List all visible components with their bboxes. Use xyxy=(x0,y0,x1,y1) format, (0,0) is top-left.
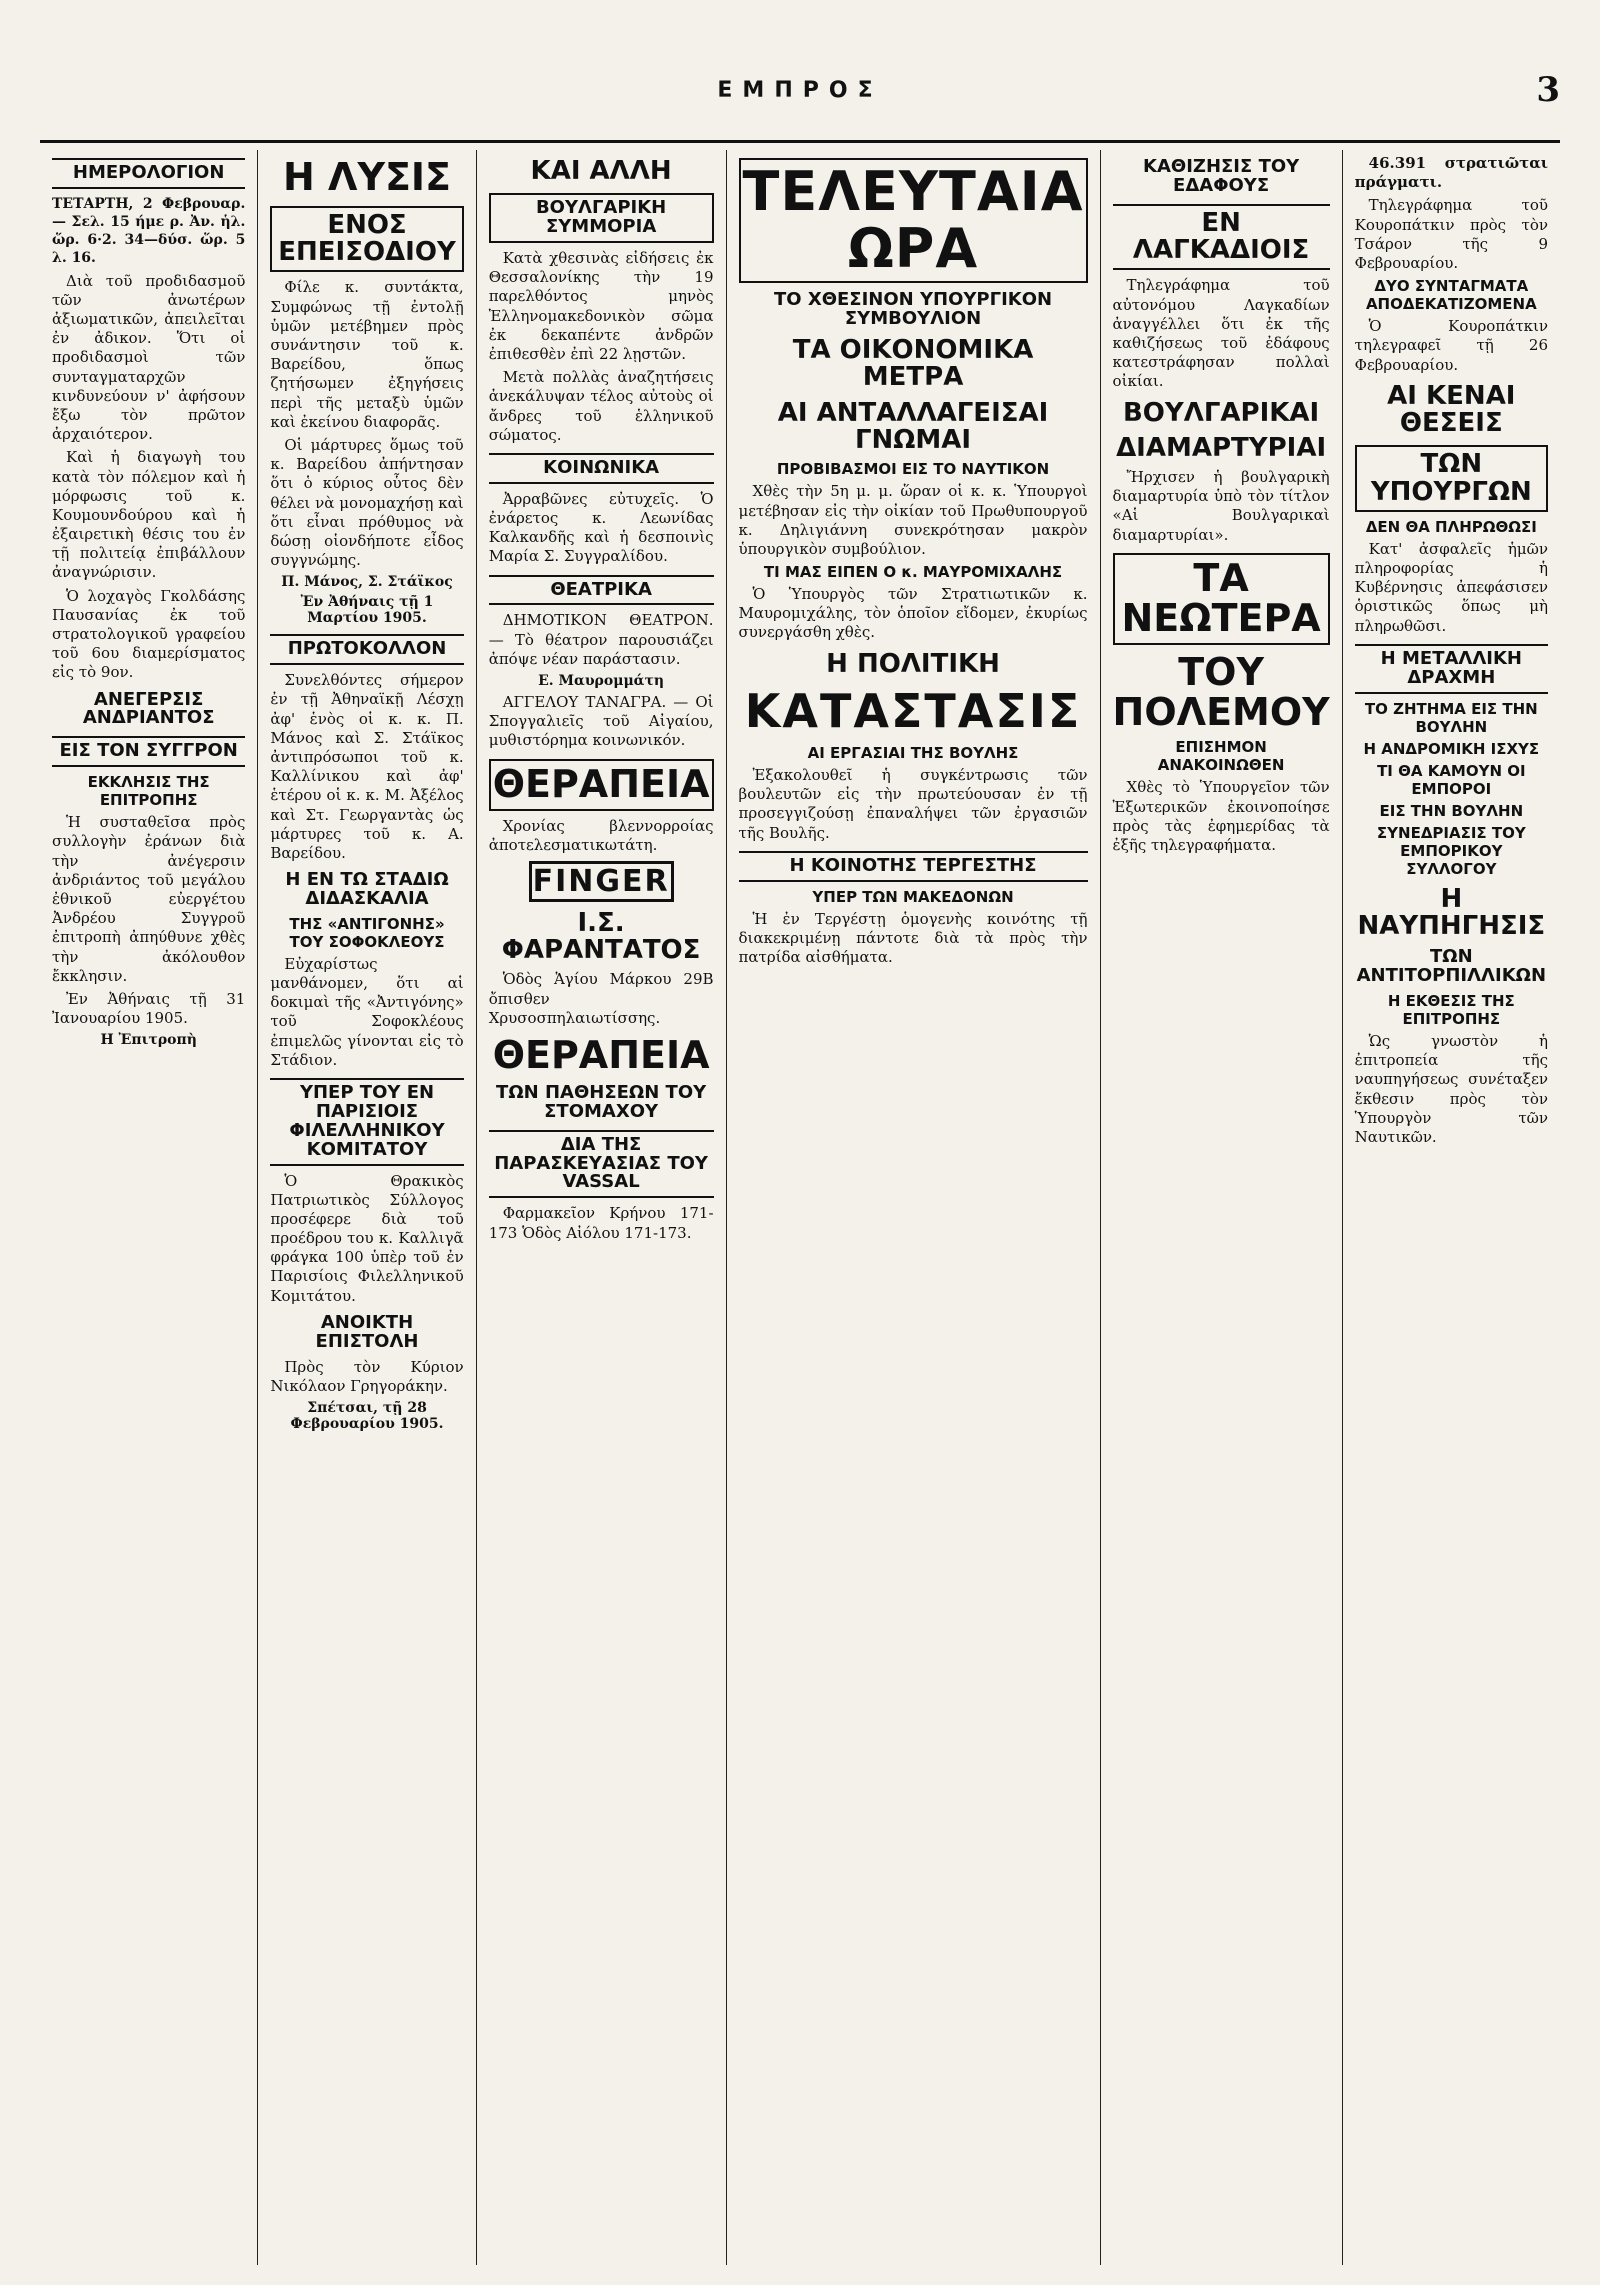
paragraph: Εὐχαρίστως μανθάνομεν, ὅτι αἱ δοκιμαὶ τῆς «Ἀντιγόνης» τοῦ Σοφοκλέους ἐπιμελῶς γίνονται εἰς τὸ Στάδιον. xyxy=(270,954,464,1069)
headline: Η ΜΕΤΑΛΛΙΚΗ ΔΡΑΧΜΗ xyxy=(1355,644,1548,694)
paragraph: Τηλεγράφημα τοῦ Κουροπάτκιν πρὸς τὸν Τσάρον τῆς 9 Φεβρουαρίου. xyxy=(1354,196,1548,272)
headline: ΘΕΡΑΠΕΙΑ xyxy=(492,1033,710,1078)
paragraph: ΑΓΓΕΛΟΥ ΤΑΝΑΓΡΑ. — Οἱ Σπογγαλιεῖς τοῦ Αἰγαίου, μυθιστόρημα κοινωνικόν. xyxy=(488,693,714,750)
headline: ΘΕΑΤΡΙΚΑ xyxy=(489,575,714,606)
columns xyxy=(40,150,1560,2265)
paragraph: Χθὲς τὸ Ὑπουργεῖον τῶν Ἐξωτερικῶν ἐκοινοποίησε πρὸς τὰς ἐφημερίδας τὰ ἐξῆς τηλεγραφήματα. xyxy=(1112,778,1330,854)
column-2 xyxy=(258,150,476,2265)
paragraph: Μετὰ πολλὰς ἀναζητήσεις ἀνεκάλυψαν τέλος αὐτοὺς οἱ ἄνδρες τοῦ ἑλληνικοῦ σώματος. xyxy=(488,368,714,444)
paragraph: Πρὸς τὸν Κύριον Νικόλαον Γρηγοράκην. xyxy=(270,1357,464,1395)
headline: Η ΛΥΣΙΣ xyxy=(283,155,452,199)
subheadline: ΤΗΣ «ΑΝΤΙΓΟΝΗΣ» ΤΟΥ ΣΟΦΟΚΛΕΟΥΣ xyxy=(289,914,445,951)
paragraph: Χρονίας βλεννορροίας ἀποτελεσματικωτάτη. xyxy=(488,816,714,854)
subheadline: ΕΚΚΛΗΣΙΣ ΤΗΣ ΕΠΙΤΡΟΠΗΣ xyxy=(87,773,210,810)
subheadline: ΔΥΟ ΣΥΝΤΑΓΜΑΤΑ ΑΠΟΔΕΚΑΤΙΖΟΜΕΝΑ xyxy=(1365,277,1537,314)
headline: ΑΙ ΚΕΝΑΙ ΘΕΣΕΙΣ xyxy=(1387,380,1516,438)
subheadline: ΣΥΝΕΔΡΙΑΣΙΣ ΤΟΥ ΕΜΠΟΡΙΚΟΥ ΣΥΛΛΟΓΟΥ xyxy=(1376,823,1526,878)
headline: ΑΙ ΑΝΤΑΛΛΑΓΕΙΣΑΙ ΓΝΩΜΑΙ xyxy=(777,397,1049,456)
headline: ΕΙΣ ΤΟΝ ΣΥΓΓΡΟΝ xyxy=(52,736,245,767)
paragraph: Ἐν Ἀθήναις τῇ 31 Ἰανουαρίου 1905. xyxy=(52,989,246,1028)
headline: Η ΕΝ ΤΩ ΣΤΑΔΙΩ ΔΙΔΑΣΚΑΛΙΑ xyxy=(285,869,449,909)
headline: Η ΚΟΙΝΟΤΗΣ ΤΕΡΓΕΣΤΗΣ xyxy=(739,851,1088,882)
headline: ΕΝ ΛΑΓΚΑΔΙΟΙΣ xyxy=(1113,204,1330,271)
paragraph: Ἀρραβῶνες εὐτυχεῖς. Ὁ ἐνάρετος κ. Λεωνίδας Καλκανδῆς καὶ ἡ δεσποινὶς Μαρία Σ. Συγγραλίδου. xyxy=(488,489,714,566)
date-line: Ἐν Ἀθήναις τῇ 1 Μαρτίου 1905. xyxy=(300,594,434,627)
masthead xyxy=(40,70,1560,143)
headline: ΒΟΥΛΓΑΡΙΚΑΙ xyxy=(1122,397,1320,428)
headline: ΤΕΛΕΥΤΑΙΑ ΩΡΑ xyxy=(739,158,1088,283)
headline: ΤΩΝ ΑΝΤΙΤΟΡΠΙΛΛΙΚΩΝ xyxy=(1356,946,1547,987)
headline: ΑΝΕΓΕΡΣΙΣ ΑΝΔΡΙΑΝΤΟΣ xyxy=(82,688,215,729)
signature: Η Ἐπιτροπὴ xyxy=(100,1032,197,1049)
paragraph: Τηλεγράφημα τοῦ αὐτονόμου Λαγκαδίων ἀναγγέλλει ὅτι ἐκ τῆς καθιζήσεως τοῦ ἐδάφους κατεστράφησαν πολλαὶ οἰκίαι. xyxy=(1112,276,1330,391)
headline: ΚΟΙΝΩΝΙΚΑ xyxy=(489,453,714,484)
paragraph: Χθὲς τὴν 5η μ. μ. ὥραν οἱ κ. κ. Ὑπουργοὶ μετέβησαν εἰς τὴν οἰκίαν τοῦ Πρωθυπουργοῦ κ. Δηλιγιάννη συνεκρότησαν μακρὸν ὑπουργικὸν συμβούλιον. xyxy=(738,482,1088,558)
headline: Η ΠΟΛΙΤΙΚΗ xyxy=(826,648,1000,679)
headline: ΠΡΩΤΟΚΟΛΛΟΝ xyxy=(270,634,463,665)
headline: ΥΠΕΡ ΤΟΥ ΕΝ ΠΑΡΙΣΙΟΙΣ ΦΙΛΕΛΛΗΝΙΚΟΥ ΚΟΜΙΤΑΤΟΥ xyxy=(270,1078,463,1166)
paragraph: Φαρμακεῖον Κρήνου 171-173 Ὁδὸς Αἰόλου 171-173. xyxy=(488,1204,714,1242)
headline: ΔΙΑ ΤΗΣ ΠΑΡΑΣΚΕΥΑΣΙΑΣ ΤΟΥ VASSAL xyxy=(489,1130,714,1199)
paragraph: Ἐξακολουθεῖ ἡ συγκέντρωσις τῶν βουλευτῶν εἰς τὴν πρωτεύουσαν ἐν τῇ προσεγγιζούσῃ ἐπαναλήψει τῶν ἐργασιῶν τῆς Βουλῆς. xyxy=(738,765,1088,842)
column-5 xyxy=(1101,150,1343,2265)
subheadline: ΕΠΙΣΗΜΟΝ ΑΝΑΚΟΙΝΩΘΕΝ xyxy=(1157,738,1285,775)
headline: ΕΝΟΣ ΕΠΕΙΣΟΔΙΟΥ xyxy=(270,206,463,273)
headline: ΚΑΤΑΣΤΑΣΙΣ xyxy=(744,683,1082,738)
headline: ΚΑΙ ΑΛΛΗ xyxy=(530,156,672,186)
headline: ΤΟ ΧΘΕΣΙΝΟΝ ΥΠΟΥΡΓΙΚΟΝ ΣΥΜΒΟΥΛΙΟΝ xyxy=(773,289,1053,330)
headline: ΤΑ ΟΙΚΟΝΟΜΙΚΑ ΜΕΤΡΑ xyxy=(792,335,1034,393)
newspaper-title: ΕΜΠΡΟΣ xyxy=(717,78,883,103)
paragraph: Ἡ συσταθεῖσα πρὸς συλλογὴν ἐράνων διὰ τὴν ἀνέγερσιν ἀνδριάντος τοῦ μεγάλου ἐθνικοῦ εὐεργέτου Ἀνδρέου Συγγροῦ ἐπιτροπὴ ἀπηύθυνε χθὲς τὴν ἀκόλουθον ἔκκλησιν. xyxy=(52,813,246,985)
headline: ΒΟΥΛΓΑΡΙΚΗ ΣΥΜΜΟΡΙΑ xyxy=(489,193,714,243)
subheadline: ΤΙ ΜΑΣ ΕΙΠΕΝ Ο κ. ΜΑΥΡΟΜΙΧΑΛΗΣ xyxy=(763,563,1063,582)
subheadline: Η ΑΝΔΡΟΜΙΚΗ ΙΣΧΥΣ xyxy=(1363,739,1540,758)
headline: Η ΝΑΥΠΗΓΗΣΙΣ xyxy=(1357,883,1546,941)
subheadline: ΠΡΟΒΙΒΑΣΜΟΙ ΕΙΣ ΤΟ ΝΑΥΤΙΚΟΝ xyxy=(776,460,1050,479)
subheadline: ΥΠΕΡ ΤΩΝ ΜΑΚΕΔΟΝΩΝ xyxy=(812,887,1014,906)
paragraph: Κατὰ χθεσινὰς εἰδήσεις ἐκ Θεσσαλονίκης τὴν 19 παρελθόντος μηνὸς Ἑλληνομακεδονικὸν σῶμα ἐκ δεκαπέντε ἀνδρῶν ἐπιθεσθὲν ἐπὶ 22 λῃστῶν. xyxy=(488,249,714,364)
paragraph: 46.391 στρατιῶται πράγματι. xyxy=(1354,154,1548,192)
page-number: 3 xyxy=(1536,70,1560,110)
column-4 xyxy=(727,150,1101,2265)
subheadline: ΕΙΣ ΤΗΝ ΒΟΥΛΗΝ xyxy=(1379,801,1524,820)
calendar-date: ΤΕΤΑΡΤΗ, 2 Φεβρουαρ. — Σελ. 15 ήμε ρ. Ἀν. ἡλ. ὥρ. 6·2. 34—δύσ. ὥρ. 5 λ. 16. xyxy=(52,195,246,267)
paragraph: Συνελθόντες σήμερον ἐν τῇ Ἀθηναϊκῇ Λέσχῃ ἀφ' ἑνὸς οἱ κ. κ. Π. Μάνος καὶ Σ. Στάϊκος ἀντιπρόσωποι τοῦ κ. Καλλίνικου καὶ ἀφ' ἑτέρου οἱ κ. κ. Μ. Ἀξέλος καὶ Στ. Γεωργαντὰς ὡς μάρτυρες τοῦ κ. Α. Βαρείδου. xyxy=(270,671,464,862)
paragraph: Ὁ Ὑπουργὸς τῶν Στρατιωτικῶν κ. Μαυρομιχάλης, τὸν ὁποῖον εἴδομεν, ἐκυρίως συνεργάσθη χθὲς. xyxy=(738,585,1088,642)
paragraph: Διὰ τοῦ προδιδασμοῦ τῶν ἀνωτέρων ἀξιωματικῶν, ἀπειλεῖται ἐν ἀδικον. Ὅτι οἱ προδιδασμοὶ τῶν συνταγματαρχῶν κινδυνεύουν ν' ἀφήσουν ἔξω τὸν πρῶτον ἀρχαιότερον. xyxy=(52,271,246,444)
paragraph: Ἡ ἐν Τεργέστῃ ὁμογενὴς κοινότης τῇ διακεκριμένῃ πάντοτε διὰ τὰ πρὸς τὴν πατρίδα αἰσθήματα. xyxy=(738,909,1088,966)
paragraph: Ὁδὸς Ἁγίου Μάρκου 29Β ὄπισθεν Χρυσοσπηλαιωτίσσης. xyxy=(488,970,714,1027)
paragraph: Φίλε κ. συντάκτα, Συμφώνως τῇ ἐντολῇ ὑμῶν μετέβημεν πρὸς συνάντησιν τοῦ κ. Βαρείδου, ὅπως ζητήσωμεν ἐξηγήσεις περὶ τῆς μεταξὺ ὑμῶν καὶ ἐκείνου διαφορᾶς. xyxy=(270,278,464,431)
paragraph: Οἱ μάρτυρες ὅμως τοῦ κ. Βαρείδου ἀπήντησαν ὅτι ὁ κύριος οὗτος δὲν θέλει νὰ μονομαχήσῃ καὶ ὅτι εἶναι πρόθυμος νὰ δώσῃ οἱονδήποτε εἶδος συγγνώμης. xyxy=(270,435,464,570)
headline: ΤΩΝ ΥΠΟΥΡΓΩΝ xyxy=(1355,445,1548,512)
subheadline: ΤΟ ΖΗΤΗΜΑ ΕΙΣ ΤΗΝ ΒΟΥΛΗΝ xyxy=(1364,699,1538,736)
signature: Π. Μάνος, Σ. Στάϊκος xyxy=(281,574,453,591)
paragraph: Ὡς γνωστὸν ἡ ἐπιτροπεία τῆς ναυπηγήσεως συνέταξεν ἔκθεσιν πρὸς τὸν Ὑπουργὸν τῶν Ναυτικῶν. xyxy=(1354,1031,1548,1146)
paragraph: Ὁ λοχαγὸς Γκολδάσης Παυσανίας ἐκ τοῦ στρατολογικοῦ γραφείου τοῦ 6ου διαμερίσματος εἰς τὸ 9ον. xyxy=(52,586,246,682)
paragraph: Ὁ Θρακικὸς Πατριωτικὸς Σύλλογος προσέφερε διὰ τοῦ προέδρου του κ. Καλλιγᾶ φράγκα 100 ὑπὲρ τοῦ ἐν Παρισίοις Φιλελληνικοῦ Κομιτάτου. xyxy=(270,1171,464,1305)
headline: ΑΝΟΙΚΤΗ ΕΠΙΣΤΟΛΗ xyxy=(315,1311,419,1352)
headline: ΗΜΕΡΟΛΟΓΙΟΝ xyxy=(52,158,245,189)
paragraph: Ὁ Κουροπάτκιν τηλεγραφεῖ τῇ 26 Φεβρουαρίου. xyxy=(1354,317,1548,374)
column-1 xyxy=(40,150,258,2265)
paragraph: Ἤρχισεν ἡ βουλγαρικὴ διαμαρτυρία ὑπὸ τὸν τίτλον «Αἱ Βουλγαρικαὶ διαμαρτυρίαι». xyxy=(1112,468,1330,544)
headline: ΚΑΘΙΖΗΣΙΣ ΤΟΥ ΕΔΑΦΟΥΣ xyxy=(1143,156,1300,196)
subheadline: Η ΕΚΘΕΣΙΣ ΤΗΣ ΕΠΙΤΡΟΠΗΣ xyxy=(1387,991,1515,1028)
subheadline: ΔΕΝ ΘΑ ΠΛΗΡΩΘΩΣΙ xyxy=(1365,517,1537,536)
paragraph: Καὶ ἡ διαγωγὴ του κατὰ τὸν πόλεμον καὶ ἡ μόρφωσις τοῦ κ. Κουμουνδούρου καὶ ἡ ἐξαιρετικὴ θέσις του ἐν τῇ πολιτείᾳ ἐπιβάλλουν ἀναγνώρισιν. xyxy=(52,448,246,582)
headline: Ι.Σ. ΦΑΡΑΝΤΑΤΟΣ xyxy=(501,907,701,966)
headline: ΘΕΡΑΠΕΙΑ xyxy=(489,759,714,811)
paragraph: Κατ' ἀσφαλεῖς ἡμῶν πληροφορίας ἡ Κυβέρνησις ἀπεφάσισεν ὁριστικῶς ὅπως μὴ πληρωθῶσι. xyxy=(1354,539,1548,635)
column-6 xyxy=(1343,150,1560,2265)
headline: ΤΑ ΝΕΩΤΕΡΑ xyxy=(1113,553,1330,645)
column-3 xyxy=(477,150,727,2265)
paragraph: ΔΗΜΟΤΙΚΟΝ ΘΕΑΤΡΟΝ. — Τὸ θέατρον παρουσιάζει ἀπόψε νέαν παράστασιν. xyxy=(488,611,714,668)
subheadline: ΑΙ ΕΡΓΑΣΙΑΙ ΤΗΣ ΒΟΥΛΗΣ xyxy=(807,743,1019,762)
signature: Ε. Μαυρομμάτη xyxy=(538,673,665,690)
finger-advert: FINGER xyxy=(529,861,674,902)
headline: ΤΩΝ ΠΑΘΗΣΕΩΝ ΤΟΥ ΣΤΟΜΑΧΟΥ xyxy=(496,1081,707,1122)
date-line: Σπέτσαι, τῇ 28 Φεβρουαρίου 1905. xyxy=(290,1400,444,1432)
headline: ΤΟΥ ΠΟΛΕΜΟΥ xyxy=(1112,649,1330,734)
subheadline: ΤΙ ΘΑ ΚΑΜΟΥΝ ΟΙ ΕΜΠΟΡΟΙ xyxy=(1377,761,1526,798)
headline: ΔΙΑΜΑΡΤΥΡΙΑΙ xyxy=(1116,432,1327,463)
